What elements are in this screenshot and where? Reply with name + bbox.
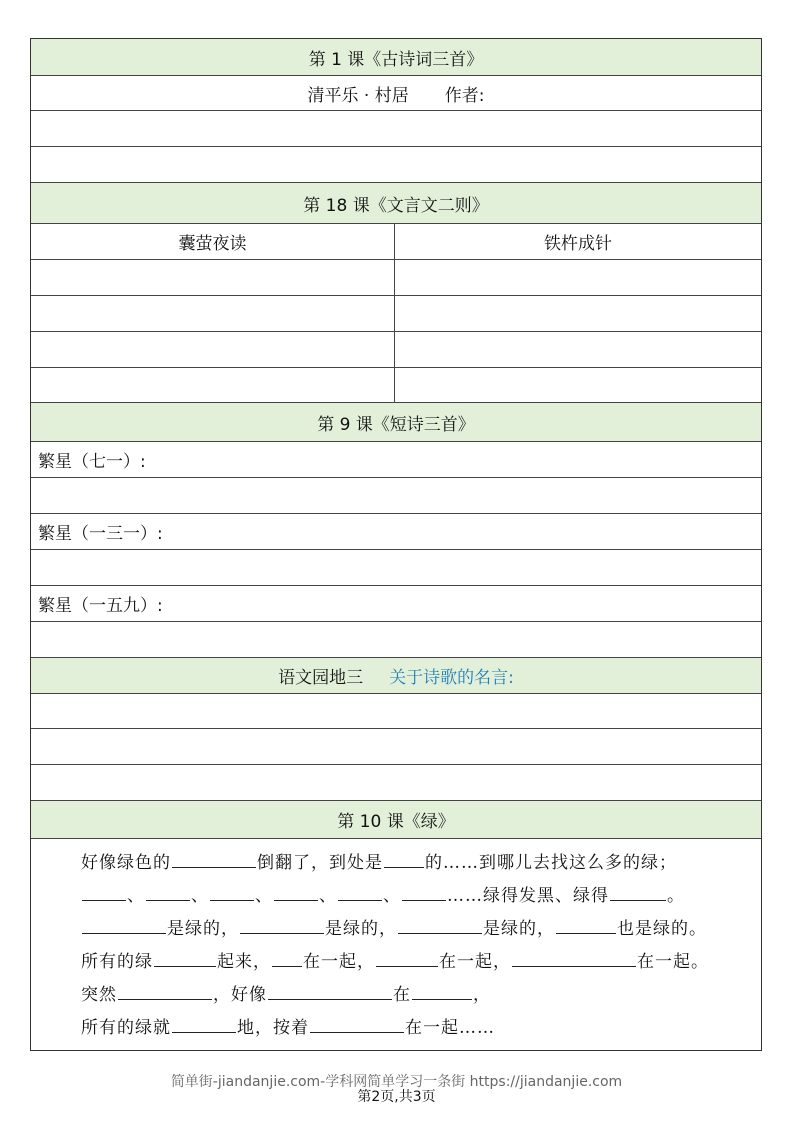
split-writing-row <box>31 332 761 368</box>
lesson18-title: 第 18 课《文言文二则》 <box>303 195 489 216</box>
writing-line[interactable] <box>31 694 761 729</box>
writing-cell-right[interactable] <box>395 368 761 402</box>
lesson10-header <box>31 801 761 839</box>
passage-line: 、 、 、 、 、 ……绿得发黑、绿得 。 <box>81 880 753 913</box>
writing-cell-right[interactable] <box>395 260 761 295</box>
writing-line[interactable] <box>31 478 761 514</box>
fill-blank[interactable] <box>240 914 324 934</box>
poem-label: 繁星（一五九）: <box>38 596 163 616</box>
fill-blank[interactable] <box>398 914 482 934</box>
lesson1-poem-row <box>31 76 761 111</box>
fill-blank[interactable] <box>512 947 636 967</box>
fill-blank[interactable] <box>272 947 302 967</box>
lesson18-header <box>31 183 761 224</box>
fill-blank[interactable] <box>154 947 216 967</box>
poem-label-row <box>31 442 761 478</box>
writing-cell-left[interactable] <box>31 296 395 331</box>
split-writing-row <box>31 368 761 403</box>
poem-label: 繁星（一三一）: <box>38 524 163 544</box>
garden3-header <box>31 658 761 694</box>
lesson9-title: 第 9 课《短诗三首》 <box>317 414 475 435</box>
writing-cell-left[interactable] <box>31 368 395 402</box>
passage-line: 突然 ，好像 在 ， <box>81 979 753 1012</box>
garden3-title: 语文园地三 <box>278 668 364 688</box>
page-indicator: 第2页,共3页 <box>357 1089 436 1105</box>
worksheet-table <box>30 38 762 1051</box>
writing-line[interactable] <box>31 147 761 183</box>
writing-line[interactable] <box>31 550 761 586</box>
writing-cell-left[interactable] <box>31 260 395 295</box>
fill-blank[interactable] <box>274 881 318 901</box>
lesson9-header <box>31 403 761 442</box>
writing-cell-right[interactable] <box>395 332 761 367</box>
lesson1-title: 第 1 课《古诗词三首》 <box>308 49 484 70</box>
footer-watermark: 简单街-jiandanjie.com-学科网简单学习一条街 https://jiandanjie.com <box>170 1074 623 1090</box>
fill-blank[interactable] <box>310 1013 404 1033</box>
writing-line[interactable] <box>31 729 761 765</box>
poem-title: 清平乐 · 村居 <box>307 85 409 106</box>
lesson1-header <box>31 39 761 76</box>
fill-blank[interactable] <box>412 980 472 1000</box>
fill-blank[interactable] <box>338 881 382 901</box>
split-writing-row <box>31 296 761 332</box>
fill-blank[interactable] <box>118 980 212 1000</box>
fill-blank[interactable] <box>146 881 190 901</box>
fill-blank[interactable] <box>402 881 446 901</box>
lesson18-column-headers <box>31 224 761 260</box>
writing-line[interactable] <box>31 765 761 801</box>
passage-line: 好像绿色的 倒翻了，到处是 的……到哪儿去找这么多的绿； <box>81 847 753 880</box>
column-header-right: 铁杵成针 <box>544 234 612 254</box>
fill-blank[interactable] <box>268 980 392 1000</box>
fill-blank[interactable] <box>384 848 424 868</box>
fill-blank[interactable] <box>172 848 256 868</box>
garden3-subtitle: 关于诗歌的名言: <box>389 668 514 688</box>
fill-blank[interactable] <box>556 914 616 934</box>
author-label: 作者: <box>444 85 485 106</box>
fill-in-passage <box>31 839 761 1050</box>
writing-cell-left[interactable] <box>31 332 395 367</box>
passage-line: 所有的绿 起来， 在一起， 在一起， 在一起。 <box>81 946 753 979</box>
poem-label-row <box>31 586 761 622</box>
writing-line[interactable] <box>31 622 761 658</box>
fill-blank[interactable] <box>376 947 438 967</box>
writing-cell-right[interactable] <box>395 296 761 331</box>
fill-blank[interactable] <box>610 881 666 901</box>
column-header-left: 囊萤夜读 <box>31 224 395 259</box>
passage-line: 所有的绿就 地，按着 在一起…… <box>81 1012 753 1045</box>
writing-line[interactable] <box>31 111 761 147</box>
fill-blank[interactable] <box>210 881 254 901</box>
fill-blank[interactable] <box>172 1013 236 1033</box>
lesson10-title: 第 10 课《绿》 <box>337 812 455 832</box>
split-writing-row <box>31 260 761 296</box>
poem-label: 繁星（七一）: <box>38 452 146 472</box>
passage-line: 是绿的， 是绿的， 是绿的， 也是绿的。 <box>81 913 753 946</box>
fill-blank[interactable] <box>82 881 126 901</box>
fill-blank[interactable] <box>82 914 166 934</box>
poem-label-row <box>31 514 761 550</box>
